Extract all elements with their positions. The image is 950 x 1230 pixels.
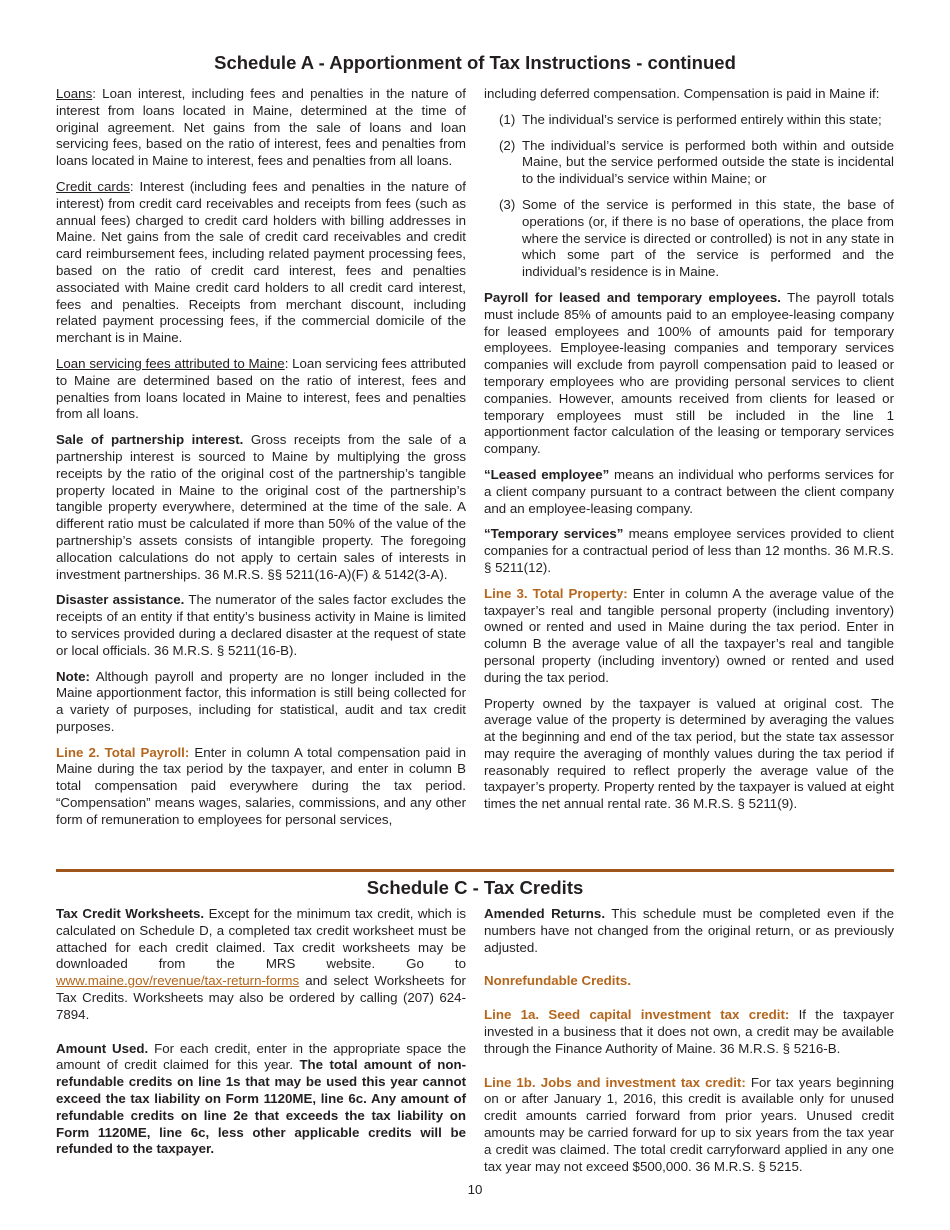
worksheets-paragraph: Tax Credit Worksheets. Except for the minimum tax credit, which is calculated on Schedule D, a completed tax credit worksheet must be attached for each credit claimed. Tax credit worksheets may be downloaded from the MRS website. Go to www.maine.gov/revenue/tax-return-forms and select Worksheets for Tax Credits. Worksheets may also be ordered by calling (207) 624-7894. — [56, 906, 466, 1022]
payroll-leased-paragraph: Payroll for leased and temporary employees. The payroll totals must include 85% of amounts paid to an employee-leasing company for leased employees and 100% of amounts paid for temporary employees. Employee-leasing companies and temporary services companies will exclude from payroll compensation paid to leased or temporary employees who are providing personal services to client companies. However, amounts received from clients for leased or temporary employees must still be included in the line 1 apportionment factor calculation of the leasing or temporary services company. — [484, 289, 894, 457]
list-item: (1) The individual’s service is performed entirely within this state; — [499, 111, 882, 127]
amended-heading: Amended Returns. — [484, 906, 606, 921]
amended-paragraph: Amended Returns. This schedule must be completed even if the numbers have not changed from the original return, or as previously adjusted. — [484, 906, 894, 955]
line2-paragraph: Line 2. Total Payroll: Enter in column A total compensation paid in Maine during the tax period by the taxpayer, and enter in column B total compensation paid everywhere during the tax period. “Compensation” means wages, salaries, commissions, and any other form of remuneration to employees for personal services, — [56, 744, 466, 827]
tax-forms-link[interactable]: www.maine.gov/revenue/tax-return-forms — [56, 973, 300, 989]
page-title: Schedule A - Apportionment of Tax Instructions - continued — [214, 52, 736, 73]
temporary-services-paragraph: “Temporary services” means employee services provided to client companies for a contractual period of less than 12 months. 36 M.R.S. § 5211(12). — [484, 526, 894, 575]
line1a-paragraph: Line 1a. Seed capital investment tax credit: If the taxpayer invested in a business that it does not own, a credit may be available through the Finance Authority of Maine. 36 M.R.S. § 5216-B. — [484, 1007, 894, 1056]
line1b-heading: Line 1b. Jobs and investment tax credit: — [484, 1074, 746, 1090]
property-valued-paragraph: Property owned by the taxpayer is valued at original cost. The average value of the property is determined by averaging the values at the beginning and end of the tax period, but the state tax assessor may require the averaging of monthly values during the tax period if reasonably required to reflect properly the average value of the taxpayer’s property. Property rented by the taxpayer is valued at eight times the net annual rental rate. 36 M.R.S. § 5211(9). — [484, 695, 894, 812]
line1b-paragraph: Line 1b. Jobs and investment tax credit: For tax years beginning on or after January 1, 2016, this credit is available only for unused credit amounts carried forward from prior years. Unused credit amounts may be carried forward for up to six years from the tax year a credit was claimed. The total credit carryforward applied in any one tax year may not exceed $500,000. 36 M.R.S. § 5215. — [484, 1074, 894, 1174]
page-number: 10 — [467, 1182, 483, 1197]
leased-employee-heading: “Leased employee” — [484, 466, 610, 482]
note-heading: Note: — [56, 668, 90, 684]
worksheets-heading: Tax Credit Worksheets. — [56, 906, 205, 921]
schedule-c-title: Schedule C - Tax Credits — [366, 877, 584, 898]
leased-employee-paragraph: “Leased employee” means an individual who performs services for a client company pursuant to a contract between the client company and an employee-leasing company. — [484, 466, 894, 516]
disaster-paragraph: Disaster assistance. The numerator of the sales factor excludes the receipts of an entity if that entity’s business activity in Maine is limited to services provided during a declared disaster at the request of state or local officials. 36 M.R.S. § 5211(16-B). — [56, 592, 466, 658]
schedule-a-right-column — [484, 86, 894, 822]
compensation-list — [484, 112, 894, 281]
line3-heading: Line 3. Total Property: — [484, 585, 628, 601]
amount-used-heading: Amount Used. — [56, 1040, 149, 1056]
loan-servicing-paragraph: Loan servicing fees attributed to Maine: Loan servicing fees attributed to Maine are determined based on the ratio of interest, fees and penalties from loans located in Maine to interest, fees and penalties from all loans. — [56, 355, 467, 422]
amount-used-paragraph: Amount Used. For each credit, enter in the appropriate space the amount of credit claimed for this year. The total amount of non-refundable credits on line 1s that may be used this year cannot exceed the tax liability on Form 1120ME, line 6c. Any amount of refundable credits on line 2e that exceeds the tax liability on Form 1120ME, line 6c, less other applicable credits will be refunded to the taxpayer. — [56, 1040, 467, 1157]
loans-paragraph: Loans: Loan interest, including fees and penalties in the nature of interest from loans located in Maine, determined at the time of original agreement. Net gains from the sale of loans and loan servicing fees, based on the ratio of interest, fees and penalties from loans located in Maine to interest, fees and penalties from all loans. — [56, 86, 466, 169]
list-item: (2) The individual’s service is performed both within and outside Maine, but the service performed outside the state is incidental to the individual’s service within Maine; or — [499, 137, 894, 187]
loans-heading: Loans — [56, 86, 93, 101]
payroll-leased-heading: Payroll for leased and temporary employees. — [484, 289, 781, 305]
partnership-heading: Sale of partnership interest. — [56, 432, 244, 448]
schedule-c-left-column — [56, 906, 466, 1175]
list-item: (3) Some of the service is performed in this state, the base of operations (or, if there is no base of operations, the place from where the service is directed or controlled) is not in any state in which some part of the service is performed and the individual’s residence is in Maine. — [499, 196, 894, 280]
line1a-heading: Line 1a. Seed capital investment tax credit: — [484, 1007, 790, 1023]
note-paragraph: Note: Although payroll and property are no longer included in the Maine apportionment factor, this information is still being collected for a variety of purposes, including for statistical, audit and tax credit purposes. — [56, 668, 466, 734]
credit-cards-heading: Credit cards — [56, 178, 130, 194]
schedule-a-left-column — [56, 86, 466, 838]
temporary-services-heading: “Temporary services” — [484, 526, 624, 542]
loan-servicing-heading: Loan servicing fees attributed to Maine — [56, 355, 285, 371]
partnership-paragraph: Sale of partnership interest. Gross receipts from the sale of a partnership interest is sourced to Maine by multiplying the gross receipts by the ratio of the original cost of the partnership’s tangible property located in Maine to the original cost of the partnership’s tangible property everywhere, determined at the time of the sale. A different ratio must be calculated if more than 50% of the value of the partnership’s assets consists of intangible property. The foregoing allocation calculations do not apply to certain sales of interests in investment partnerships. 36 M.R.S. §§ 5211(16-A)(F) & 5142(3-A). — [56, 432, 467, 582]
nonrefundable-heading: Nonrefundable Credits. — [484, 973, 632, 989]
schedule-c-right-column — [484, 906, 894, 1192]
line3-paragraph: Line 3. Total Property: Enter in column A the average value of the taxpayer’s real and tangible personal property (including inventory) owned or rented and used in Maine during the tax period. Enter in column B the average value of all the taxpayer’s real and tangible personal property (including inventory) owned or rented and used during the tax period. — [484, 585, 894, 685]
line2-heading: Line 2. Total Payroll: — [56, 744, 190, 760]
line2-continued: including deferred compensation. Compensation is paid in Maine if: — [484, 86, 880, 101]
disaster-heading: Disaster assistance. — [56, 592, 185, 608]
credit-cards-paragraph: Credit cards: Interest (including fees and penalties in the nature of interest) from credit card receivables and receipts from fees (such as annual fees) charged to credit card holders with billing addresses in Maine. Net gains from the sale of credit card receivables and credit card reimbursement fees, including related payment processing fees, based on the ratio of credit card interest, fees and penalties associated with Maine credit card holders to all credit card interest, fees and penalties. Receipts from merchant discount, including related payment processing fees, if the commercial domicile of the merchant is in Maine. — [56, 178, 466, 346]
section-divider — [56, 869, 894, 872]
